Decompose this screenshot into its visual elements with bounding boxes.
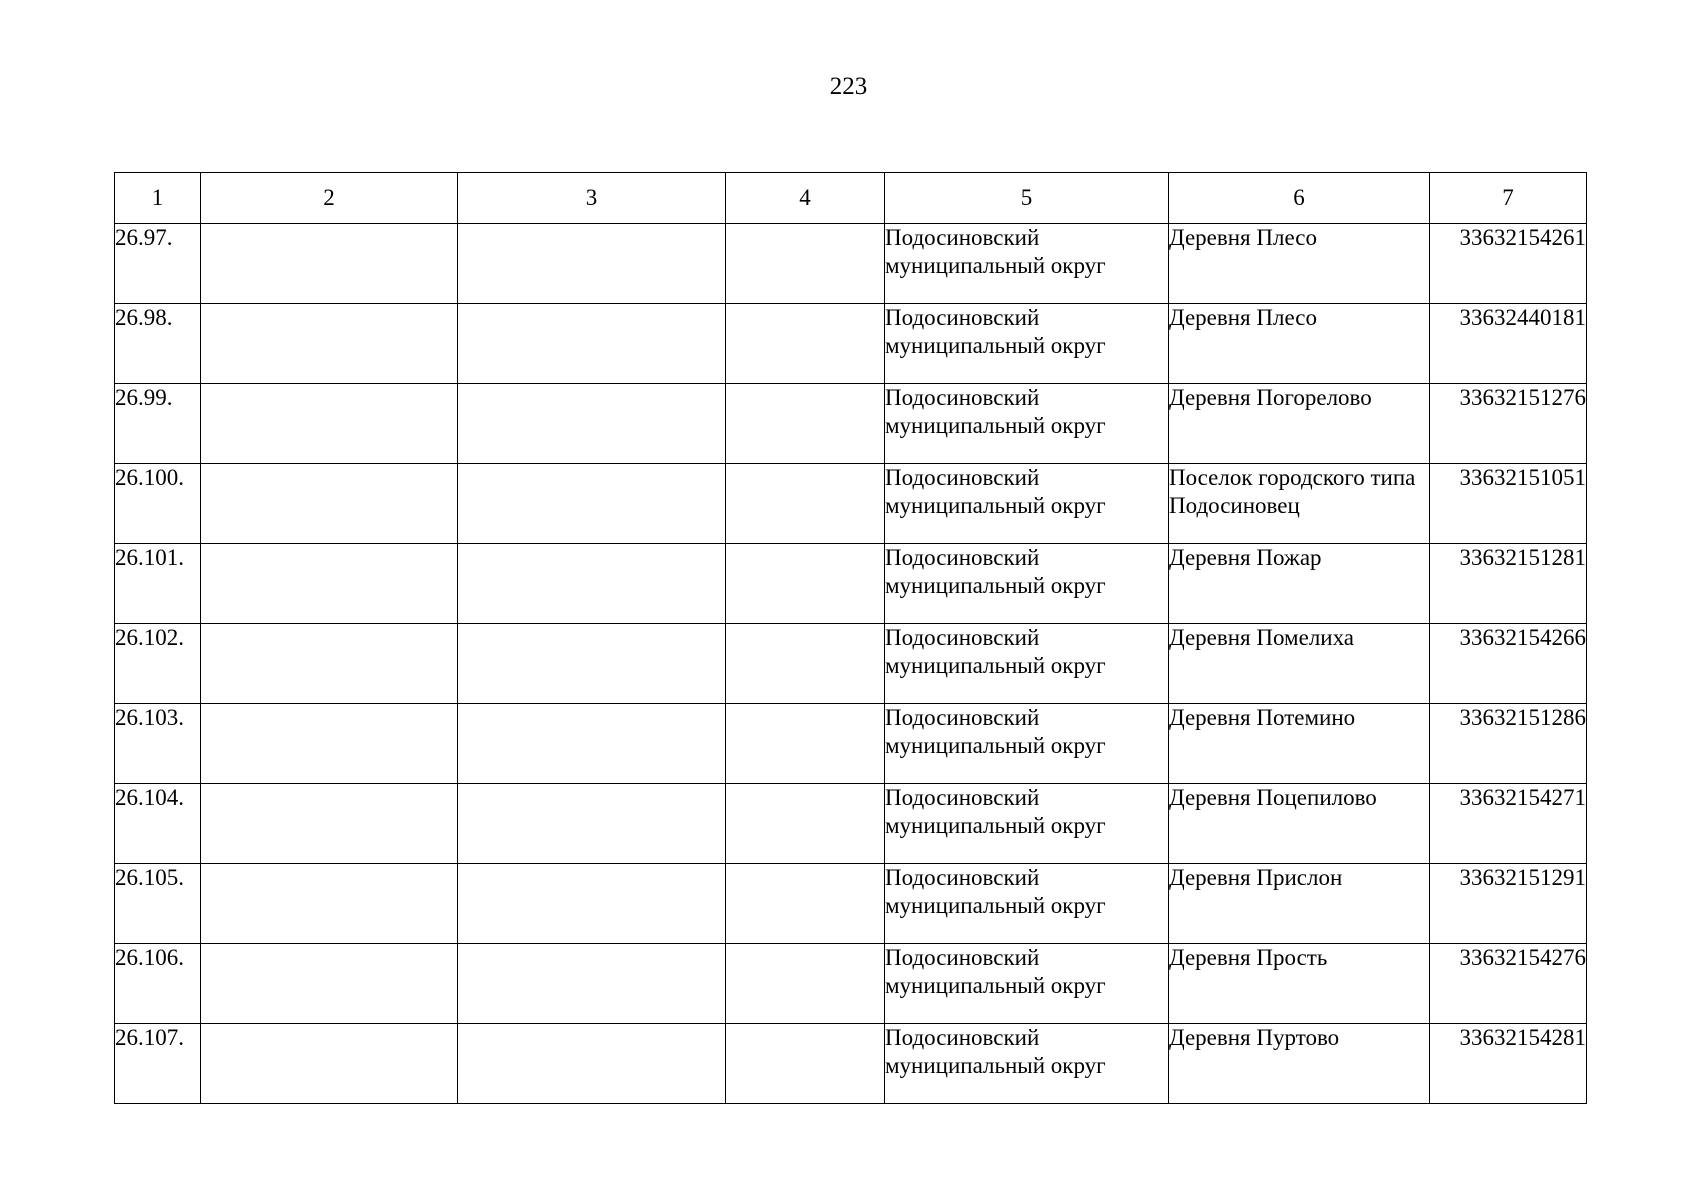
- municipality-cell: Подосиновский муниципальный округ: [885, 224, 1169, 304]
- municipality-cell: Подосиновский муниципальный округ: [885, 704, 1169, 784]
- empty-cell: [458, 464, 726, 544]
- empty-cell: [726, 624, 885, 704]
- table-row: [115, 304, 1587, 384]
- settlement-cell: Поселок городского типа Подосиновец: [1169, 464, 1430, 544]
- settlement-cell: Деревня Поцепилово: [1169, 784, 1430, 864]
- empty-cell: [458, 864, 726, 944]
- table-row: [115, 1024, 1587, 1104]
- code-cell: 33632440181: [1430, 304, 1587, 384]
- table-row: [115, 624, 1587, 704]
- empty-cell: [458, 944, 726, 1024]
- settlement-cell: Деревня Пожар: [1169, 544, 1430, 624]
- municipality-cell: Подосиновский муниципальный округ: [885, 384, 1169, 464]
- empty-cell: [726, 784, 885, 864]
- code-cell: 33632154276: [1430, 944, 1587, 1024]
- empty-cell: [201, 944, 458, 1024]
- empty-cell: [726, 224, 885, 304]
- settlement-cell: Деревня Погорелово: [1169, 384, 1430, 464]
- table-row: [115, 384, 1587, 464]
- row-number-cell: 26.99.: [115, 384, 201, 464]
- settlement-cell: Деревня Пуртово: [1169, 1024, 1430, 1104]
- column-header: 7: [1430, 173, 1587, 224]
- row-number-cell: 26.107.: [115, 1024, 201, 1104]
- table-row: [115, 544, 1587, 624]
- settlement-cell: Деревня Помелиха: [1169, 624, 1430, 704]
- empty-cell: [201, 464, 458, 544]
- empty-cell: [726, 864, 885, 944]
- row-number-cell: 26.100.: [115, 464, 201, 544]
- code-cell: 33632154261: [1430, 224, 1587, 304]
- code-cell: 33632151286: [1430, 704, 1587, 784]
- empty-cell: [726, 384, 885, 464]
- settlement-cell: Деревня Прислон: [1169, 864, 1430, 944]
- empty-cell: [201, 384, 458, 464]
- row-number-cell: 26.106.: [115, 944, 201, 1024]
- table-row: [115, 864, 1587, 944]
- municipality-cell: Подосиновский муниципальный округ: [885, 944, 1169, 1024]
- code-cell: 33632151281: [1430, 544, 1587, 624]
- municipality-cell: Подосиновский муниципальный округ: [885, 1024, 1169, 1104]
- empty-cell: [458, 224, 726, 304]
- empty-cell: [458, 784, 726, 864]
- settlement-cell: Деревня Плесо: [1169, 224, 1430, 304]
- code-cell: 33632151291: [1430, 864, 1587, 944]
- empty-cell: [201, 624, 458, 704]
- settlement-cell: Деревня Потемино: [1169, 704, 1430, 784]
- municipality-cell: Подосиновский муниципальный округ: [885, 624, 1169, 704]
- table-row: [115, 704, 1587, 784]
- empty-cell: [458, 304, 726, 384]
- empty-cell: [726, 544, 885, 624]
- empty-cell: [201, 704, 458, 784]
- empty-cell: [458, 624, 726, 704]
- row-number-cell: 26.103.: [115, 704, 201, 784]
- empty-cell: [201, 864, 458, 944]
- empty-cell: [458, 544, 726, 624]
- table-row: [115, 784, 1587, 864]
- table-row: [115, 464, 1587, 544]
- row-number-cell: 26.102.: [115, 624, 201, 704]
- empty-cell: [726, 464, 885, 544]
- empty-cell: [201, 784, 458, 864]
- header-row: [115, 173, 1587, 224]
- row-number-cell: 26.104.: [115, 784, 201, 864]
- column-header: 3: [458, 173, 726, 224]
- settlement-cell: Деревня Плесо: [1169, 304, 1430, 384]
- code-cell: 33632154281: [1430, 1024, 1587, 1104]
- municipality-cell: Подосиновский муниципальный округ: [885, 864, 1169, 944]
- municipality-cell: Подосиновский муниципальный округ: [885, 784, 1169, 864]
- table-row: [115, 944, 1587, 1024]
- municipality-cell: Подосиновский муниципальный округ: [885, 304, 1169, 384]
- column-header: 1: [115, 173, 201, 224]
- empty-cell: [201, 304, 458, 384]
- empty-cell: [726, 1024, 885, 1104]
- column-header: 4: [726, 173, 885, 224]
- registry-table: [114, 172, 1587, 1104]
- settlement-cell: Деревня Прость: [1169, 944, 1430, 1024]
- empty-cell: [201, 544, 458, 624]
- row-number-cell: 26.101.: [115, 544, 201, 624]
- empty-cell: [726, 704, 885, 784]
- column-header: 5: [885, 173, 1169, 224]
- code-cell: 33632154271: [1430, 784, 1587, 864]
- code-cell: 33632151051: [1430, 464, 1587, 544]
- empty-cell: [458, 1024, 726, 1104]
- row-number-cell: 26.98.: [115, 304, 201, 384]
- column-header: 6: [1169, 173, 1430, 224]
- code-cell: 33632154266: [1430, 624, 1587, 704]
- empty-cell: [726, 944, 885, 1024]
- empty-cell: [201, 224, 458, 304]
- empty-cell: [458, 384, 726, 464]
- code-cell: 33632151276: [1430, 384, 1587, 464]
- empty-cell: [726, 304, 885, 384]
- row-number-cell: 26.97.: [115, 224, 201, 304]
- row-number-cell: 26.105.: [115, 864, 201, 944]
- table-row: [115, 224, 1587, 304]
- page-number: 223: [829, 73, 868, 100]
- column-header: 2: [201, 173, 458, 224]
- empty-cell: [458, 704, 726, 784]
- empty-cell: [201, 1024, 458, 1104]
- municipality-cell: Подосиновский муниципальный округ: [885, 464, 1169, 544]
- municipality-cell: Подосиновский муниципальный округ: [885, 544, 1169, 624]
